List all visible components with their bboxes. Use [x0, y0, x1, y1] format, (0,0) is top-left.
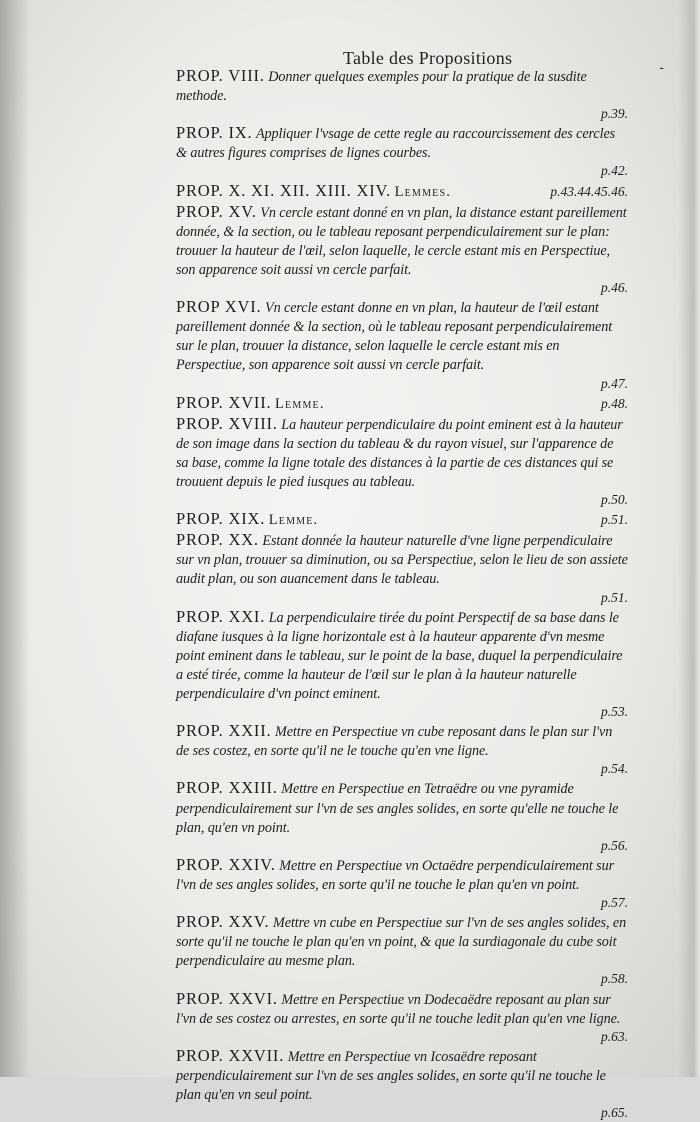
page-reference: p.56. [601, 837, 628, 853]
table-of-propositions [176, 66, 628, 1122]
toc-entry [176, 66, 628, 123]
toc-entry [176, 123, 628, 180]
page-reference: p.43.44.45.46. [550, 183, 628, 199]
toc-entry [176, 721, 628, 778]
toc-entry [176, 393, 628, 414]
page-reference: p.39. [601, 106, 628, 122]
page-reference: p.53. [601, 704, 628, 720]
page-reference: p.51. [601, 589, 628, 605]
prop-label: PROP. XXIII. [176, 778, 278, 798]
toc-entry [176, 855, 628, 912]
prop-text: La perpendiculaire tirée du point Perspectif de sa base dans le diafane iusques à la ligne horizontale est à la hauteur apparente d'vn mesme point eminent dans le tableau, sur le point de la base, duquel la perpendiculaire a esté tirée, comme la hauteur de l'œil sur le plan à la hauteur naturelle perpendiculaire d'vn poinct eminent. [176, 609, 623, 702]
toc-entry [176, 912, 628, 988]
prop-text: Donner quelques exemples pour la pratique de la susdite methode. [176, 69, 587, 105]
prop-text: Appliquer l'vsage de cette regle au raccourcissement des cercles & autres figures comprises de lignes courbes. [176, 126, 616, 162]
prop-label: PROP. XIX. [176, 509, 266, 529]
prop-text: La hauteur perpendiculaire du point eminent est à la hauteur de son image dans la section du tableau & du rayon visuel, sur l'apparence de sa base, comme la ligne totale des distances à la partie de ces distances qui se trouuent depuis le pied iusques au tableau. [176, 416, 623, 490]
toc-entry [176, 181, 628, 202]
toc-entry [176, 778, 628, 854]
prop-text: Mettre en Perspectiue vn Dodecaëdre reposant au plan sur l'vn de ses costez ou arrestes, en sorte qu'il ne touche ledit plan qu'en vne ligne. [176, 991, 621, 1027]
toc-entry [176, 530, 628, 606]
prop-text: Mettre en Perspectiue en Tetraëdre ou vne pyramide perpendiculairement sur l'vn de ses angles solides, en sorte qu'elle ne touche le plan, qu'en vn point. [176, 781, 619, 836]
toc-entry [176, 297, 628, 392]
prop-text: Mettre vn cube en Perspectiue sur l'vn de ses angles solides, en sorte qu'il ne touche le plan qu'en vn point, & que la surdiagonale du cube soit perpendiculaire au mesme plan. [176, 915, 627, 970]
prop-label: PROP. VIII. [176, 66, 265, 85]
prop-label: PROP. IX. [176, 123, 253, 143]
prop-label: PROP. XXV. [176, 912, 270, 932]
prop-label: PROP. X. XI. XII. XIII. XIV. [176, 180, 392, 200]
prop-label: PROP. XX. [176, 530, 259, 550]
toc-entry [176, 607, 628, 722]
prop-label: PROP. XVII. [176, 392, 272, 412]
running-head: Table des Propositions [343, 48, 513, 68]
page-reference: p.58. [601, 971, 628, 987]
prop-text: Vn cercle estant donné en vn plan, la distance estant pareillement donnée, & la section, ou le tableau reposant perpendiculairement sur le plan: trouuer la hauteur de l'œil, selon laquelle, le cercle estant mis en Perspectiue, son apparence soit aussi vn cercle parfait. [176, 204, 627, 278]
prop-text: Mettre en Perspectiue vn Icosaëdre reposant perpendiculairement sur l'vn de ses angles solides, en sorte qu'il ne touche le plan qu'en vn seul point. [176, 1048, 606, 1103]
page-reference: p.63. [601, 1028, 628, 1044]
prop-text: Vn cercle estant donne en vn plan, la hauteur de l'œil estant pareillement donnée & la section, où le tableau reposant perpendiculairement sur le plan, trouuer la distance, selon laquelle le cercle estant mis en Perspectiue, son apparence soit aussi vn cercle parfait. [176, 300, 613, 374]
prop-label: PROP. XXI. [176, 606, 266, 626]
corner-mark: - [659, 60, 664, 76]
prop-text: Estant donnée la hauteur naturelle d'vne ligne perpendiculaire sur vn plan, trouuer sa diminution, ou sa Perspectiue, selon le lieu de son assiete audit plan, ou son auancement dans le tableau. [176, 533, 628, 588]
prop-text: Lemme. [275, 395, 325, 412]
prop-label: PROP. XXVI. [176, 988, 278, 1008]
page-reference: p.65. [601, 1105, 628, 1121]
toc-entry [176, 989, 628, 1046]
prop-label: PROP. XXIV. [176, 854, 276, 874]
page-reference: p.57. [601, 895, 628, 911]
prop-text: Lemme. [268, 512, 319, 529]
toc-entry [176, 1046, 628, 1122]
toc-entry [176, 202, 628, 297]
page-reference: p.47. [601, 375, 628, 391]
page-reference: p.50. [601, 492, 628, 508]
gutter-shadow [0, 0, 30, 1077]
page-reference: p.46. [601, 280, 628, 296]
prop-label: PROP. XXVII. [176, 1045, 285, 1065]
prop-text: Mettre en Perspectiue vn cube reposant dans le plan sur l'vn de ses costez, en sorte qu'il ne le touche qu'en vne ligne. [176, 724, 613, 760]
page-reference: p.51. [601, 512, 628, 528]
prop-text: Lemmes. [394, 183, 452, 200]
page-reference: p.42. [601, 163, 628, 179]
page-reference: p.54. [601, 761, 628, 777]
toc-entry [176, 414, 628, 509]
prop-label: PROP. XVIII. [176, 413, 278, 433]
prop-text: Mettre en Perspectiue vn Octaëdre perpendiculairement sur l'vn de ses angles solides, en sorte qu'il ne touche le plan qu'en vn point. [176, 857, 614, 893]
prop-label: PROP XVI. [176, 297, 262, 317]
prop-label: PROP. XXII. [176, 721, 272, 741]
prop-label: PROP. XV. [176, 201, 257, 221]
toc-entry [176, 509, 628, 530]
page-edge [678, 0, 700, 1077]
page-reference: p.48. [601, 395, 628, 411]
